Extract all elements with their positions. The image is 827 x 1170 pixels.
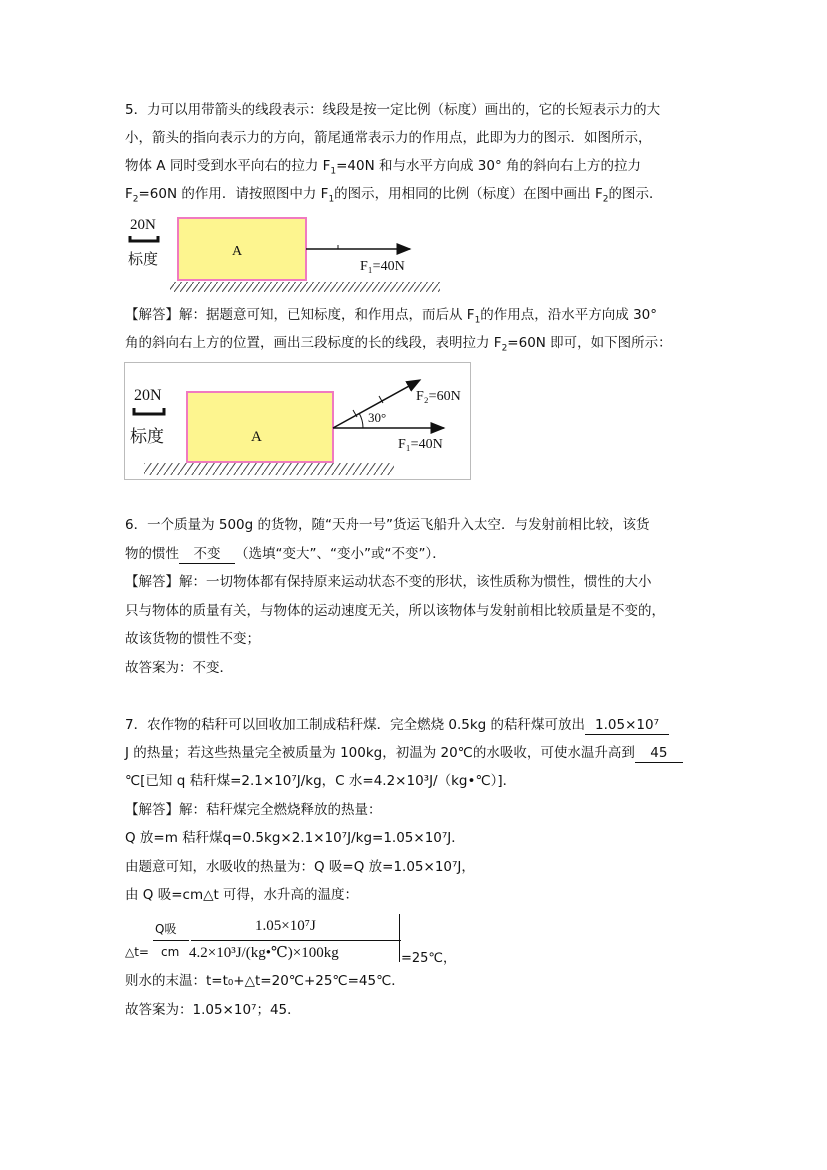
scale-bar xyxy=(134,408,164,414)
q5-line-2: 小，箭头的指向表示力的方向，箭尾通常表示力的作用点，此即为力的图示．如图所示， xyxy=(125,130,652,146)
frac-divider xyxy=(399,914,400,962)
q6-answer-line-1: 【解答】解：一切物体都有保持原来运动状态不变的形状，该性质称为惯性，惯性的大小 xyxy=(125,574,652,590)
scale-value: 20N xyxy=(134,387,162,404)
block-a-label: A xyxy=(251,429,262,445)
q7-answer-line-6: 故答案为：1.05×10⁷；45． xyxy=(125,1002,301,1018)
block-a xyxy=(187,392,333,462)
q6-answer-line-4: 故答案为：不变． xyxy=(125,660,233,676)
frac-left-denominator: cm xyxy=(161,945,180,959)
scale-label: 标度 xyxy=(128,250,159,268)
q5-line-4: $F_2=60N$ 的作用．请按照图中力 $F_1$的图示，用相同的比例（标度）在图中画出 $F_2$的图示． xyxy=(125,186,663,205)
force-f1-label: F₁=40N xyxy=(398,437,443,452)
angle-label: 30° xyxy=(368,410,387,425)
answer-tag: 【解答】 xyxy=(125,307,179,323)
q7-answer-line-2: Q 放=m 秸秆煤q=0.5kg×2.1×10⁷J/kg=1.05×10⁷J． xyxy=(125,830,465,846)
q5-answer-line-2: 角的斜向右上方的位置，画出三段标度的长的线段，表明拉力 $F_2=60N$ 即可，如下图所示： xyxy=(125,335,672,354)
q7-answer-blank-2: 45 xyxy=(635,744,683,763)
scale-bar xyxy=(130,236,158,241)
answer-tag: 【解答】 xyxy=(125,574,179,590)
frac-left-bar xyxy=(153,940,189,941)
scale-label: 标度 xyxy=(130,427,164,447)
q7-answer-line-4: 由 Q 吸=cm△t 可得，水升高的温度： xyxy=(125,887,359,903)
q6-answer-line-3: 故该货物的惯性不变； xyxy=(125,631,260,647)
ground xyxy=(144,463,394,475)
frac-right-denominator: 4.2×10³J/(kg•℃)×100kg xyxy=(189,945,339,961)
angle-arc xyxy=(359,413,363,428)
q7-line-3: ℃[已知 q 秸秆煤=2.1×10⁷J/kg，C 水=4.2×10³J/（kg•℃）]． xyxy=(125,773,517,789)
scale-value: 20N xyxy=(130,217,156,233)
q7-answer-line-3: 由题意可知，水吸收的热量为：Q 吸=Q 放=1.05×10⁷J， xyxy=(125,859,475,875)
q6-line-1: 6．一个质量为 500g 的货物，随“天舟一号”货运飞船升入太空．与发射前相比较，该货 xyxy=(125,517,650,533)
q7-answer-blank-1: 1.05×10⁷ xyxy=(585,716,669,735)
ground xyxy=(170,282,440,292)
q5-answer-line-1: 【解答】解：据题意可知，已知标度，和作用点，而后从 $F_1$的作用点，沿水平方向成 30° xyxy=(125,307,658,326)
q7-answer-line-5: 则水的末温：t=t₀+△t=20℃+25℃=45℃． xyxy=(125,973,405,989)
figure-2-force-diagram xyxy=(124,362,471,480)
frac-right-bar xyxy=(191,940,401,941)
q7-answer-line-1: 【解答】解：秸秆煤完全燃烧释放的热量： xyxy=(125,802,382,818)
figure-1-force-diagram xyxy=(120,212,440,296)
frac-left-numerator: Q吸 xyxy=(155,922,177,936)
q5-line-3: 物体 A 同时受到水平向右的拉力 $F_1=40N$ 和与水平方向成 30° 角的斜向右上方的拉力 xyxy=(125,158,641,177)
force-f1-label: F₁=40N xyxy=(360,259,405,274)
q6-answer-line-2: 只与物体的质量有关，与物体的运动速度无关，所以该物体与发射前相比较质量是不变的， xyxy=(125,603,665,619)
q5-line-1: 5．力可以用带箭头的线段表示：线段是按一定比例（标度）画出的，它的长短表示力的大 xyxy=(125,102,661,118)
q7-line-1: 7．农作物的秸秆可以回收加工制成秸秆煤．完全燃烧 0.5kg 的秸秆煤可放出 1.05×10⁷ xyxy=(125,716,669,735)
frac-right-numerator: 1.05×10⁷J xyxy=(255,918,316,934)
force-f2-label: F₂=60N xyxy=(416,389,461,404)
q6-answer-blank: 不变 xyxy=(179,545,235,564)
frac-left-prefix: △t= xyxy=(125,945,149,959)
q7-line-2: J 的热量；若这些热量完全被质量为 100kg，初温为 20℃的水吸收，可使水温升高到 45 xyxy=(125,744,683,763)
q6-line-2: 物的惯性 不变 （选填“变大”、“变小”或“不变”）． xyxy=(125,546,446,562)
block-a-label: A xyxy=(232,244,243,259)
q7-fraction-equation xyxy=(125,914,455,966)
answer-tag: 【解答】 xyxy=(125,802,179,818)
frac-result: =25℃， xyxy=(401,951,457,966)
